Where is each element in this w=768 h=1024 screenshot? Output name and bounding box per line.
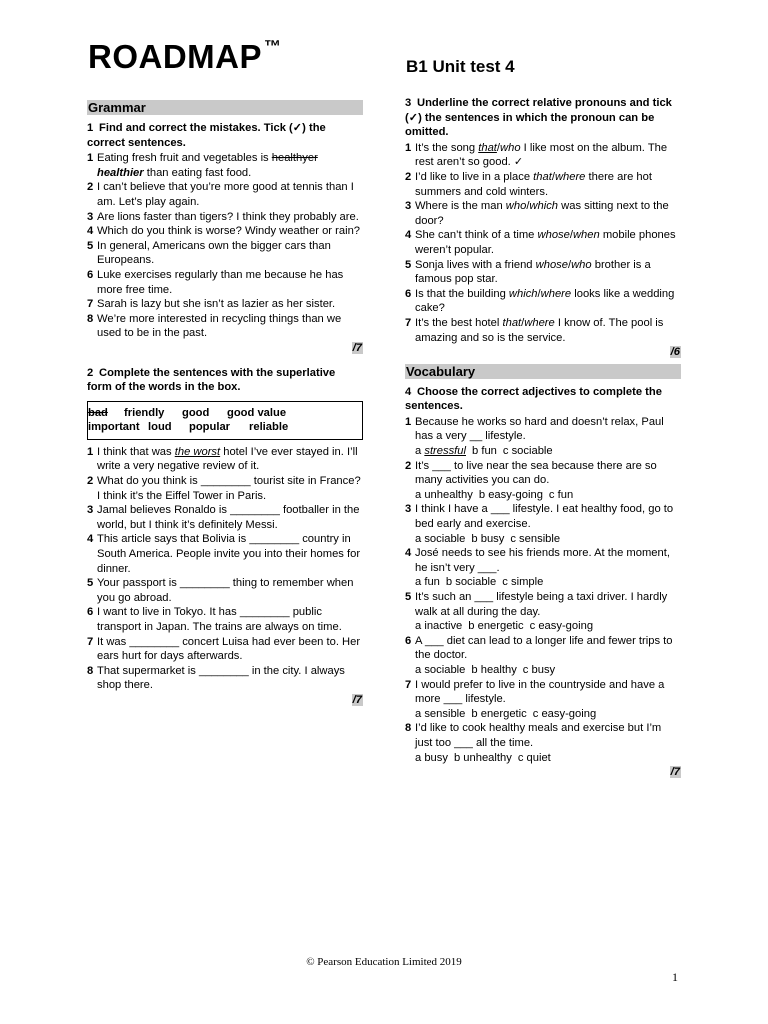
list-item (405, 415, 681, 444)
list-item (87, 474, 363, 503)
exercise-3-instruction (405, 96, 681, 140)
item-number: 4 (87, 225, 94, 238)
item-text: I think that was the worst hotel I’ve ever stayed in. I’ll write a very negative review of it. (97, 445, 358, 473)
option: a sociable (415, 532, 466, 545)
item-text: We’re more interested in recycling things than we used to be in the past. (97, 312, 342, 340)
item-number: 4 (87, 533, 94, 546)
item-number: 6 (87, 606, 94, 619)
item-text: I think I have a ___ lifestyle. I eat healthy food, go to bed early and exercise. (415, 503, 674, 531)
correction-word: healthier (97, 166, 144, 179)
option: a stressful (415, 445, 466, 458)
item-number: 4 (405, 547, 412, 560)
item-text: I’d like to cook healthy meals and exercise but I’m just too ___ all the time. (415, 722, 662, 749)
item-number: 5 (405, 591, 412, 603)
brand-name: ROADMAP (88, 38, 262, 75)
item-number: 7 (87, 635, 94, 648)
item-number: 3 (405, 200, 412, 213)
trademark-symbol: ™ (264, 37, 282, 56)
item-number: 6 (87, 268, 94, 281)
item-number: 3 (87, 210, 94, 223)
item-text: Is that the building which/where looks like a wedding cake? (415, 287, 675, 315)
exercise-number: 3 (405, 97, 412, 109)
option: c fun (548, 488, 574, 501)
list-item (87, 151, 363, 180)
example-answer: the worst (174, 445, 221, 458)
unit-title: B1 Unit test 4 (406, 57, 515, 76)
pronoun-option: whose (537, 229, 570, 242)
item-number: 2 (87, 181, 94, 194)
option: c sensible (510, 532, 561, 545)
item-text: It’s the best hotel that/where I know of. The pool is amazing and so is the service. (415, 316, 664, 344)
option: b unhealthy (453, 751, 512, 764)
exercise-2-instruction (87, 366, 363, 395)
exercise-number: 2 (87, 366, 94, 379)
item-text: What do you think is ________ tourist site in France? I think it’s the Eiffel Tower in Paris. (97, 475, 361, 502)
exercise-1-instruction (87, 121, 363, 150)
exercise-4-items (405, 415, 681, 765)
item-text: This article says that Bolivia is ________ country in South America. People invite you into their homes for dinner. (97, 533, 361, 575)
exercise-number: 4 (405, 385, 412, 398)
list-item (405, 502, 681, 531)
pronoun-option: when (572, 229, 600, 242)
item-number: 2 (405, 170, 412, 183)
pronoun-option: which (529, 200, 559, 213)
exercise-number: 1 (87, 122, 94, 134)
item-text: I would prefer to live in the countryside and have a more ___ lifestyle. (415, 678, 665, 706)
box-word: good (182, 406, 210, 419)
item-text: Your passport is ________ thing to remember when you go abroad. (97, 577, 354, 604)
list-item (87, 224, 363, 239)
item-number: 1 (405, 415, 412, 428)
option: c easy-going (529, 620, 594, 633)
list-item (405, 459, 681, 488)
brand-logo (88, 37, 282, 75)
exercise-1-score (87, 341, 363, 356)
box-word: loud (148, 421, 172, 434)
item-number: 2 (405, 459, 412, 472)
section-heading-grammar: Grammar (87, 100, 363, 115)
item-text: Sonja lives with a friend whose/who brother is a famous pop star. (415, 258, 651, 286)
answer-options (405, 707, 681, 722)
instruction-text: Complete the sentences with the superlative form of the words in the box. (87, 366, 336, 394)
score-label: /6 (670, 346, 680, 359)
list-item (405, 199, 681, 228)
exercise-3-score (405, 345, 681, 360)
list-item (405, 678, 681, 707)
list-item (405, 287, 681, 316)
score-label: /7 (352, 693, 362, 706)
list-item (405, 634, 681, 663)
item-number: 5 (87, 239, 94, 252)
pronoun-option: where (554, 170, 586, 183)
list-item (87, 532, 363, 576)
pronoun-option: that (502, 316, 522, 329)
item-number: 6 (405, 287, 412, 300)
answer-options (405, 663, 681, 678)
item-number: 1 (87, 152, 94, 165)
item-number: 5 (405, 258, 412, 271)
example-answer: stressful (424, 445, 466, 458)
answer-options (405, 751, 681, 766)
list-item (405, 258, 681, 287)
item-number: 8 (405, 722, 412, 735)
option: a sociable (415, 663, 466, 676)
item-number: 8 (87, 664, 94, 677)
item-text: I can’t believe that you’re more good at tennis than I am. Let’s play again. (97, 181, 354, 208)
item-number: 8 (87, 312, 94, 325)
list-item (87, 180, 363, 209)
box-word: bad (88, 406, 108, 419)
option: b sociable (445, 576, 497, 589)
copyright-footer: © Pearson Education Limited 2019 (306, 956, 462, 968)
list-item (405, 316, 681, 345)
pronoun-option: which (508, 287, 538, 300)
section-heading-vocabulary: Vocabulary (405, 364, 681, 379)
item-text: It’s such an ___ lifestyle being a taxi driver. I hardly walk at all during the day. (415, 591, 668, 618)
list-item (405, 590, 681, 619)
option: a unhealthy (415, 488, 473, 501)
pronoun-option: that (533, 170, 552, 183)
option: c busy (522, 663, 556, 676)
list-item (405, 141, 681, 170)
item-number: 1 (405, 141, 412, 154)
item-number: 7 (405, 678, 412, 691)
option: a inactive (415, 620, 463, 633)
right-column (405, 96, 681, 780)
list-item (87, 312, 363, 341)
list-item (405, 721, 681, 750)
box-word: important (88, 421, 140, 434)
item-text: José needs to see his friends more. At the moment, he isn’t very ___. (415, 547, 670, 574)
item-text: In general, Americans own the bigger cars than Europeans. (97, 239, 331, 267)
item-number: 3 (405, 503, 412, 516)
item-text: Sarah is lazy but she isn’t as lazier as her sister. (97, 298, 336, 311)
page-number: 1 (672, 970, 678, 984)
option: a sensible (415, 707, 466, 720)
list-item (87, 239, 363, 268)
list-item (405, 170, 681, 199)
item-text: It’s the song that/who I like most on the album. The rest aren’t so good. ✓ (415, 141, 668, 169)
exercise-4-instruction (405, 385, 681, 414)
item-text: Jamal believes Ronaldo is ________ footballer in the world, but I think it’s definitely Messi. (97, 504, 360, 531)
item-text: She can’t think of a time whose/when mobile phones weren’t popular. (415, 229, 676, 256)
list-item (87, 503, 363, 532)
list-item (87, 210, 363, 225)
list-item (87, 268, 363, 297)
item-number: 7 (87, 298, 94, 311)
item-text: I’d like to live in a place that/where there are hot summers and cold winters. (415, 170, 652, 198)
item-text: Are lions faster than tigers? I think they probably are. (97, 210, 359, 223)
exercise-1-items (87, 151, 363, 341)
exercise-2-items (87, 445, 363, 693)
list-item (87, 664, 363, 693)
pronoun-option: who (505, 200, 527, 213)
word-box (87, 401, 363, 440)
item-text: Where is the man who/which was sitting next to the door? (415, 200, 669, 227)
option: b energetic (471, 707, 527, 720)
pronoun-option: whose (535, 258, 568, 271)
item-number: 2 (87, 475, 94, 488)
score-label: /7 (670, 766, 680, 779)
exercise-4-score (405, 765, 681, 780)
word-box-row (88, 406, 362, 421)
box-word: reliable (249, 421, 289, 434)
box-word: popular (189, 421, 231, 434)
option: a busy (415, 751, 448, 764)
option: b fun (472, 445, 497, 458)
exercise-3-items (405, 141, 681, 345)
list-item (87, 635, 363, 664)
answer-options (405, 444, 681, 459)
item-text: Which do you think is worse? Windy weather or rain? (97, 225, 361, 238)
list-item (87, 445, 363, 474)
item-text: That supermarket is ________ in the city. I always shop there. (97, 664, 345, 692)
left-column (87, 100, 363, 708)
item-number: 6 (405, 634, 412, 647)
item-text: A ___ diet can lead to a longer life and fewer trips to the doctor. (415, 634, 673, 662)
option: c easy-going (532, 707, 597, 720)
item-text: I want to live in Tokyo. It has ________ public transport in Japan. The trains are always on time. (97, 606, 342, 633)
item-number: 5 (87, 577, 94, 590)
option: b energetic (468, 620, 524, 633)
struck-word: healthyer (271, 152, 318, 165)
item-text: It was ________ concert Luisa had ever been to. Her ears hurt for days afterwards. (97, 635, 361, 663)
item-text: Luke exercises regularly than me because he has more free time. (97, 268, 344, 296)
answer-options (405, 532, 681, 547)
list-item (405, 228, 681, 257)
pronoun-option: where (524, 316, 555, 329)
option: c sociable (502, 445, 553, 458)
item-text: It’s ___ to live near the sea because there are so many activities you can do. (415, 459, 657, 487)
list-item (87, 576, 363, 605)
box-word: friendly (124, 406, 165, 419)
option: b easy-going (478, 488, 543, 501)
instruction-text: Choose the correct adjectives to complete the sentences. (405, 385, 662, 413)
instruction-text: Underline the correct relative pronouns and tick (✓) the sentences in which the pronoun can be omitted. (405, 97, 672, 139)
pronoun-option: who (500, 141, 521, 154)
item-number: 3 (87, 504, 94, 517)
answer-options (405, 619, 681, 634)
item-number: 4 (405, 229, 412, 242)
box-word: good value (227, 406, 287, 419)
option: c quiet (517, 751, 551, 764)
item-text: Eating fresh fruit and vegetables is healthyer healthier than eating fast food. (97, 152, 318, 179)
item-text: Because he works so hard and doesn’t relax, Paul has a very __ lifestyle. (415, 415, 664, 443)
pronoun-option: where (540, 287, 572, 300)
instruction-text: Find and correct the mistakes. Tick (✓) the correct sentences. (87, 122, 326, 149)
exercise-2-score (87, 693, 363, 708)
option: b busy (471, 532, 505, 545)
option: c simple (502, 576, 544, 589)
list-item (87, 605, 363, 634)
item-number: 7 (405, 316, 412, 329)
option: b healthy (471, 663, 517, 676)
answer-options (405, 575, 681, 590)
score-label: /7 (352, 341, 362, 354)
pronoun-option: that (478, 141, 497, 154)
option: a fun (415, 576, 440, 589)
list-item (87, 297, 363, 312)
list-item (405, 546, 681, 575)
pronoun-option: who (571, 258, 592, 271)
word-box-row (88, 420, 362, 435)
item-number: 1 (87, 445, 94, 458)
answer-options (405, 488, 681, 503)
